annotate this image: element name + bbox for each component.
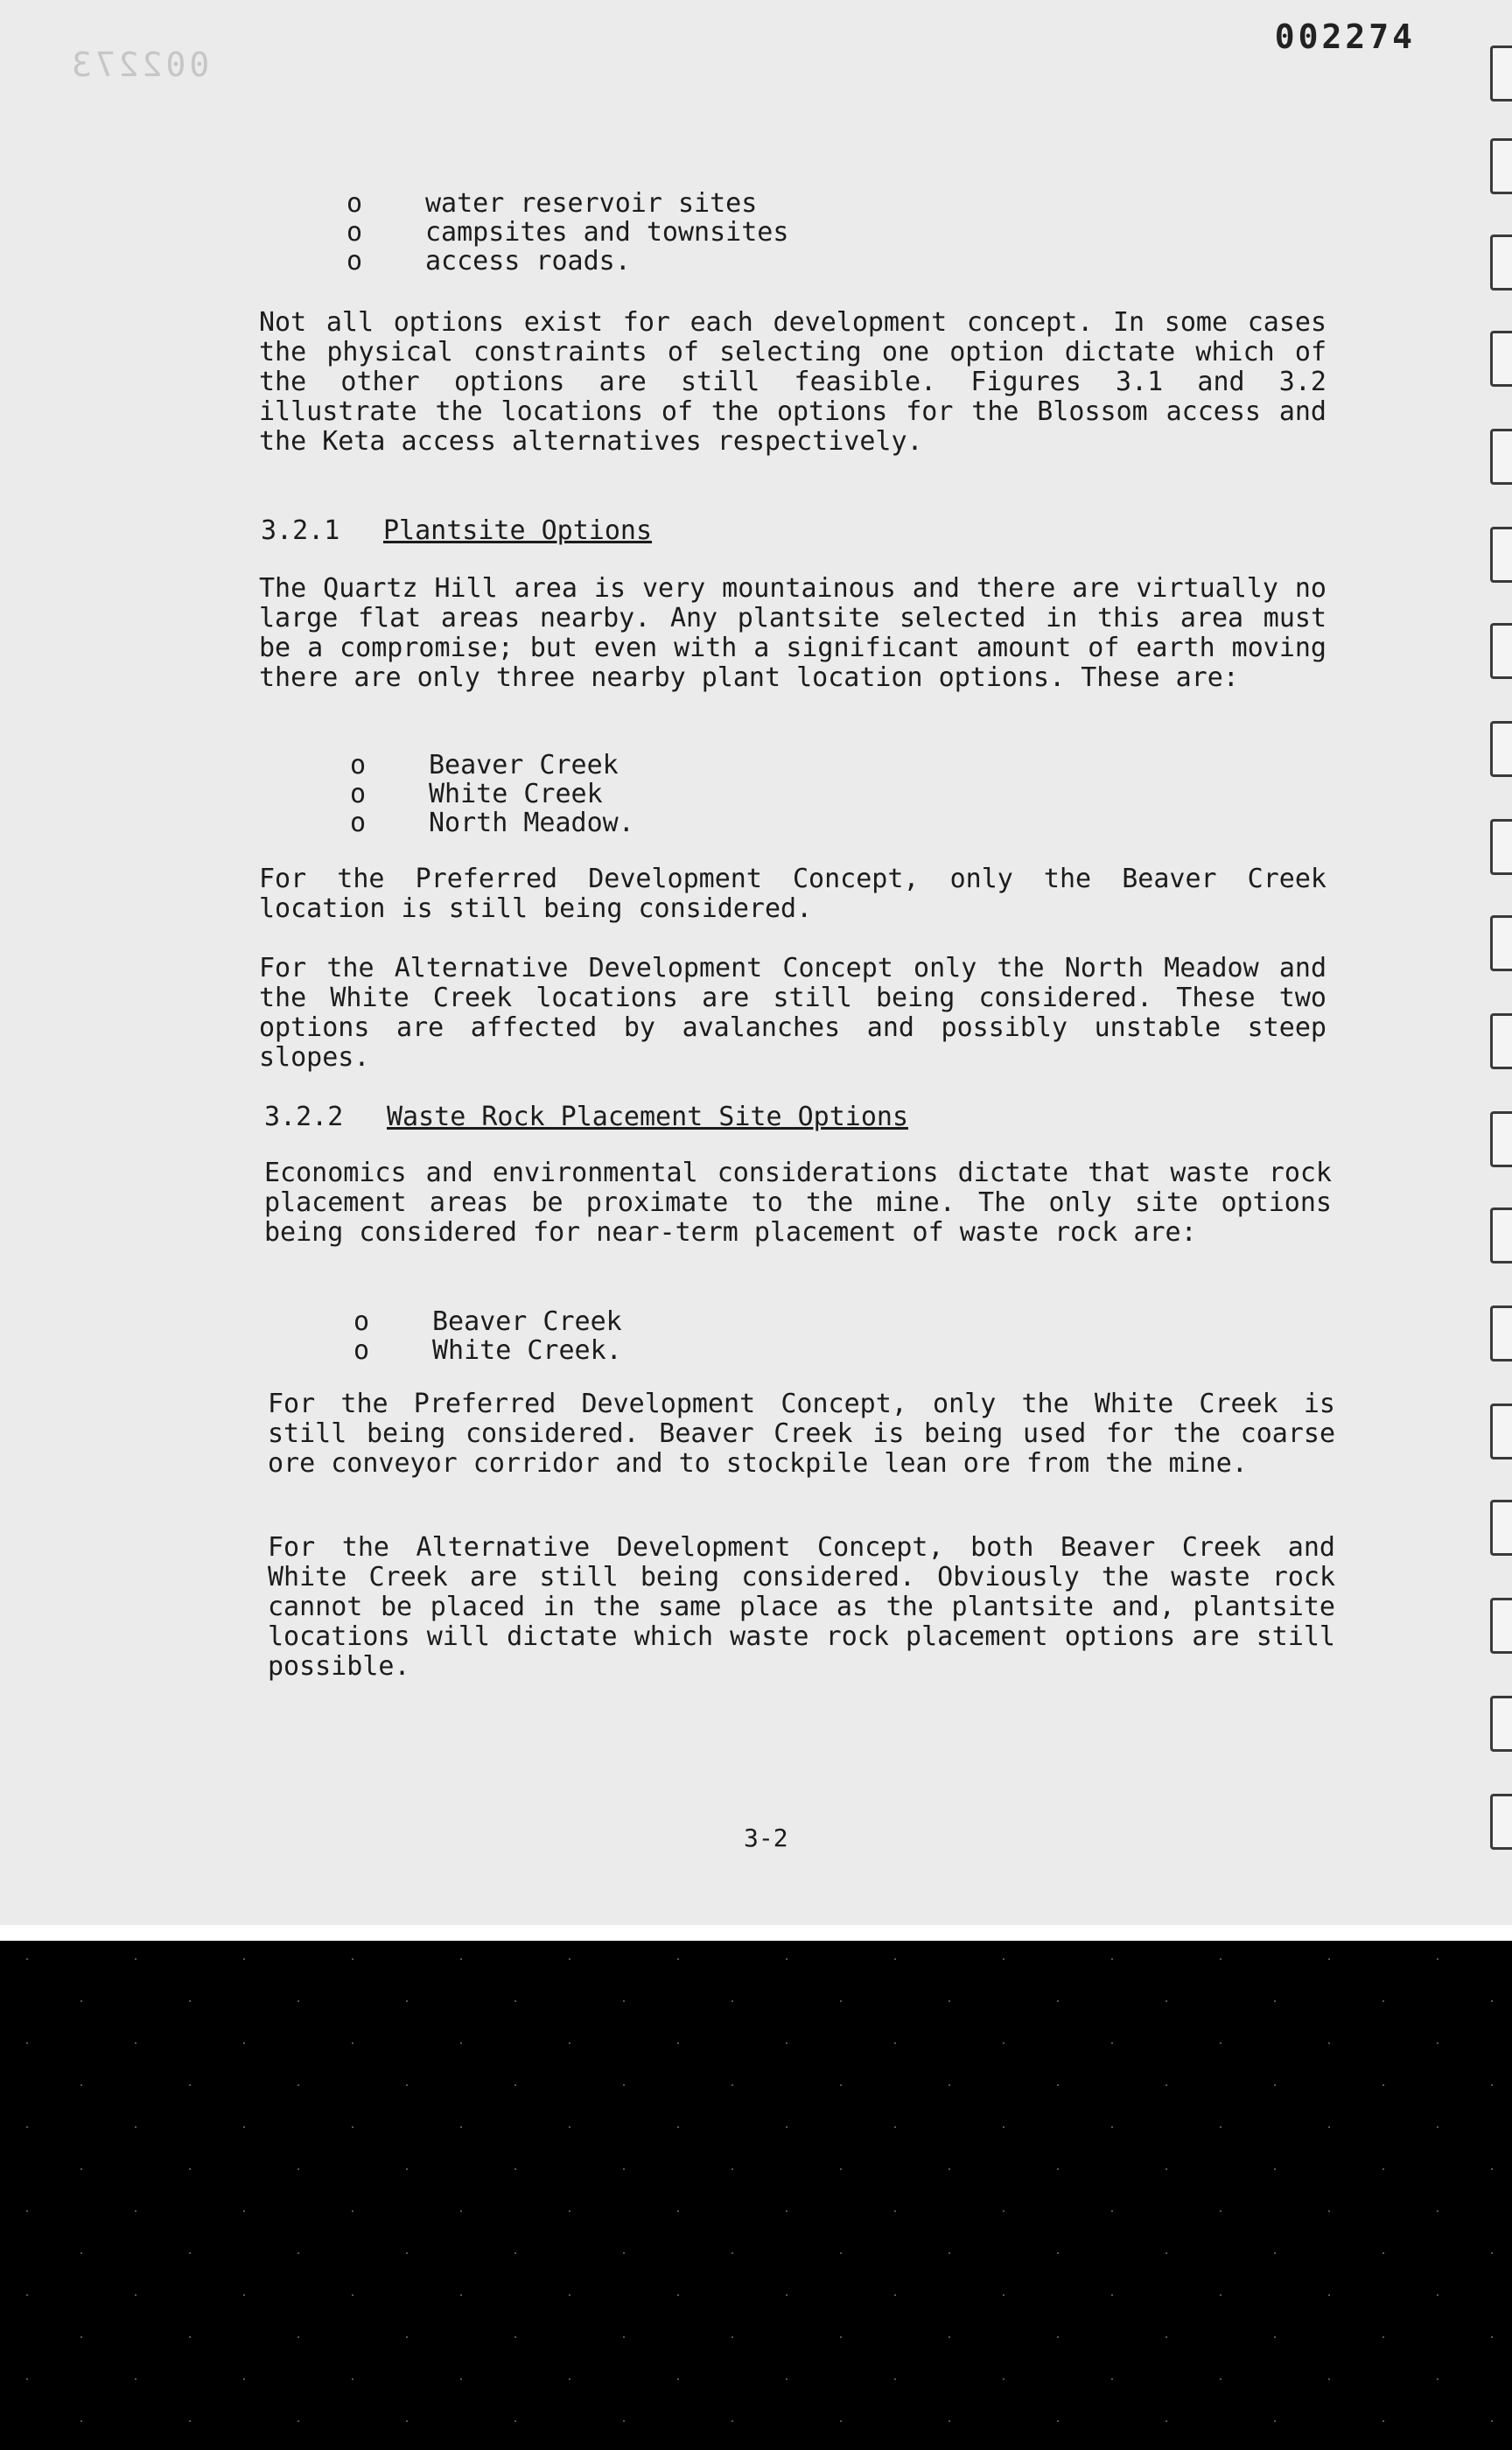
bullet-text: water reservoir sites [425, 188, 758, 219]
background-dot [894, 2378, 896, 2380]
background-dot [514, 2168, 516, 2170]
background-dot [840, 2252, 842, 2254]
background-dot [460, 2126, 462, 2128]
background-dot [1328, 2042, 1330, 2044]
background-dot [623, 2252, 625, 2254]
binder-ring [1490, 331, 1512, 387]
background-dot [352, 1958, 354, 1960]
background-dot [298, 2168, 299, 2170]
page-number: 3-2 [744, 1824, 788, 1852]
background-dot [514, 2336, 516, 2338]
background-dot [1328, 1958, 1330, 1960]
background-dot [80, 2420, 82, 2422]
background-dot [1220, 1958, 1222, 1960]
background-dot [352, 2378, 354, 2380]
background-dot [189, 2336, 191, 2338]
background-dot [732, 2168, 733, 2170]
bullet-text: campsites and townsites [425, 217, 789, 248]
background-dot [1491, 2252, 1493, 2254]
background-dot [677, 2294, 679, 2296]
background-dot [26, 1958, 28, 1960]
background-dot [189, 2420, 191, 2422]
background-dot [1057, 2084, 1059, 2086]
section-number: 3.2.1 [261, 515, 340, 546]
background-dot [406, 2084, 408, 2086]
list-item [346, 189, 788, 218]
binder-ring [1490, 1598, 1512, 1654]
background-dot [1166, 2252, 1167, 2254]
binder-ring [1490, 819, 1512, 875]
list-item [354, 1307, 622, 1336]
background-dot [894, 2294, 896, 2296]
background-dot [26, 2378, 28, 2380]
background-dot [1111, 1958, 1113, 1960]
background-dot [1220, 2210, 1222, 2212]
background-dot [623, 2084, 625, 2086]
background-dot [1437, 2294, 1438, 2296]
background-dot [948, 2336, 950, 2338]
background-dot [298, 2420, 299, 2422]
section-heading-3-2-1 [261, 516, 652, 546]
background-dot [1111, 2294, 1113, 2296]
background-dot [786, 2210, 788, 2212]
background-dot [948, 2000, 950, 2002]
background-dot [406, 2168, 408, 2170]
binder-ring [1490, 1306, 1512, 1362]
background-dot [80, 2336, 82, 2338]
waste-rock-bullet-list [354, 1307, 622, 1365]
background-dot [460, 2294, 462, 2296]
background-dot [352, 2042, 354, 2044]
background-dot [1274, 2084, 1276, 2086]
bullet-mark: o [354, 1335, 370, 1366]
list-item [350, 780, 634, 808]
background-dot [352, 2210, 354, 2212]
waste-rock-paragraph-3: For the Alternative Development Concept, both Beaver Creek and White Creek are still being considered. Obviously the waste rock cannot be placed in the same place as the plantsite and, plantsite locations will dictate which waste rock placement options are still possible. [268, 1532, 1335, 1682]
background-dot [1328, 2210, 1330, 2212]
background-dot [569, 2378, 570, 2380]
background-dot [1437, 2126, 1438, 2128]
background-dot [894, 2126, 896, 2128]
section-heading-3-2-2 [264, 1102, 908, 1132]
binder-ring [1490, 429, 1512, 485]
background-dot [1111, 2126, 1113, 2128]
bullet-text: access roads. [425, 246, 631, 276]
background-dot [1166, 2168, 1167, 2170]
background-dot [1111, 2042, 1113, 2044]
background-dot [1382, 2420, 1384, 2422]
background-dot [1166, 2336, 1167, 2338]
plantsite-bullet-list [350, 751, 634, 837]
background-dot [460, 1958, 462, 1960]
waste-rock-paragraph-1: Economics and environmental considerations dictate that waste rock placement areas be proximate to the mine. The only site options being considered for near-term placement of waste rock are: [264, 1158, 1332, 1248]
binder-ring [1490, 1696, 1512, 1752]
background-dot [623, 2000, 625, 2002]
background-dot [623, 2168, 625, 2170]
background-dot [786, 2294, 788, 2296]
list-item [350, 751, 634, 780]
background-dot [840, 2336, 842, 2338]
background-dot [894, 2042, 896, 2044]
background-dot [1057, 2168, 1059, 2170]
background-dot [569, 1958, 570, 1960]
background-dot [298, 2252, 299, 2254]
binder-ring [1490, 1111, 1512, 1167]
document-number: 002274 [1274, 18, 1416, 56]
background-dot [677, 2210, 679, 2212]
background-dot [1003, 2294, 1004, 2296]
background-dot [840, 2168, 842, 2170]
bullet-text: Beaver Creek [429, 750, 619, 780]
bullet-text: White Creek [429, 779, 603, 809]
background-dot [1382, 2000, 1384, 2002]
binder-ring [1490, 1208, 1512, 1264]
background-dot [514, 2420, 516, 2422]
background-dot [1111, 2378, 1113, 2380]
background-dot [1328, 2294, 1330, 2296]
background-dot [1491, 2000, 1493, 2002]
background-dot [135, 2126, 136, 2128]
background-dot [948, 2084, 950, 2086]
binder-ring [1490, 623, 1512, 679]
background-dot [80, 2000, 82, 2002]
bullet-text: North Meadow. [429, 808, 634, 838]
background-dot [1057, 2336, 1059, 2338]
background-dot [1274, 2252, 1276, 2254]
background-dot [948, 2420, 950, 2422]
background-dot [840, 2000, 842, 2002]
binder-ring [1490, 1404, 1512, 1460]
background-dot [948, 2168, 950, 2170]
background-dot [1003, 2378, 1004, 2380]
background-dot [243, 2294, 245, 2296]
bullet-mark: o [346, 188, 363, 219]
background-dot [569, 2210, 570, 2212]
background-dot [1491, 2336, 1493, 2338]
background-dot [135, 2042, 136, 2044]
background-dot [1328, 2378, 1330, 2380]
background-dot [677, 1958, 679, 1960]
background-dot [460, 2042, 462, 2044]
background-dot [786, 2378, 788, 2380]
background-dot [1220, 2126, 1222, 2128]
background-dot [352, 2294, 354, 2296]
bullet-mark: o [354, 1306, 370, 1337]
background-dot [1003, 2042, 1004, 2044]
background-dot [243, 2210, 245, 2212]
background-dot [732, 2336, 733, 2338]
background-dot [460, 2210, 462, 2212]
section-number: 3.2.2 [264, 1102, 344, 1132]
background-dot [243, 1958, 245, 1960]
background-dot [460, 2378, 462, 2380]
background-dot [732, 2000, 733, 2002]
background-dot [840, 2420, 842, 2422]
background-dot [80, 2252, 82, 2254]
background-dot [189, 2168, 191, 2170]
background-dot [135, 1958, 136, 1960]
intro-paragraph: Not all options exist for each development concept. In some cases the physical constraints of selecting one option dictate which of the other options are still feasible. Figures 3.1 and 3.2 illustrate the locations of the options for the Blossom access and the Keta access alternatives respectively. [259, 307, 1326, 457]
bullet-text: White Creek. [432, 1335, 622, 1366]
background-dot [1220, 2294, 1222, 2296]
background-dot [569, 2126, 570, 2128]
background-dot [514, 2252, 516, 2254]
background-dot [1003, 2126, 1004, 2128]
background-dot [26, 2210, 28, 2212]
background-dot [569, 2294, 570, 2296]
background-dot [1003, 2210, 1004, 2212]
background-dot [189, 2252, 191, 2254]
background-dot [786, 1958, 788, 1960]
list-item [354, 1336, 622, 1365]
section-title: Waste Rock Placement Site Options [387, 1102, 909, 1132]
bullet-mark: o [346, 246, 363, 276]
background-dot [1437, 2210, 1438, 2212]
list-item [346, 247, 788, 276]
background-dot [406, 2336, 408, 2338]
background-dot [840, 2084, 842, 2086]
background-dot [1220, 2378, 1222, 2380]
background-dot [1274, 2168, 1276, 2170]
background-dot [135, 2378, 136, 2380]
list-item [350, 808, 634, 837]
background-dot [1166, 2420, 1167, 2422]
background-dot [243, 2042, 245, 2044]
background-dot [406, 2420, 408, 2422]
section-title: Plantsite Options [383, 515, 653, 546]
intro-bullet-list [346, 189, 788, 276]
background-dot [26, 2294, 28, 2296]
background-dot [1057, 2000, 1059, 2002]
background-dot [1057, 2420, 1059, 2422]
background-dot [1382, 2168, 1384, 2170]
binder-ring [1490, 721, 1512, 777]
background-dot [135, 2210, 136, 2212]
scan-background [0, 1941, 1512, 2450]
background-dot [1491, 2420, 1493, 2422]
background-dot [569, 2042, 570, 2044]
background-dot [1003, 1958, 1004, 1960]
background-dot [80, 2084, 82, 2086]
background-dot [514, 2000, 516, 2002]
background-dot [948, 2252, 950, 2254]
background-dot [1437, 2378, 1438, 2380]
binder-ring [1490, 1794, 1512, 1850]
background-dot [243, 2378, 245, 2380]
bullet-mark: o [350, 750, 367, 780]
background-dot [1437, 2042, 1438, 2044]
background-dot [1382, 2252, 1384, 2254]
background-dot [1166, 2084, 1167, 2086]
waste-rock-paragraph-2: For the Preferred Development Concept, only the White Creek is still being considered. Beaver Creek is being used for the coarse ore conveyor corridor and to stockpile lean ore from the mine. [268, 1389, 1335, 1479]
background-dot [732, 2252, 733, 2254]
plantsite-paragraph-2: For the Preferred Development Concept, only the Beaver Creek location is still being considered. [259, 864, 1326, 924]
background-dot [1111, 2210, 1113, 2212]
background-dot [894, 1958, 896, 1960]
background-dot [406, 2252, 408, 2254]
background-dot [894, 2210, 896, 2212]
background-dot [732, 2084, 733, 2086]
plantsite-paragraph-1: The Quartz Hill area is very mountainous and there are virtually no large flat areas nearby. Any plantsite selected in this area must be a compromise; but even with a significant amount of earth moving there are only three nearby plant location options. These are: [259, 573, 1326, 693]
binder-ring [1490, 138, 1512, 194]
background-dot [786, 2042, 788, 2044]
bullet-mark: o [346, 217, 363, 248]
background-dot [786, 2126, 788, 2128]
background-dot [26, 2126, 28, 2128]
background-dot [135, 2294, 136, 2296]
background-dot [1274, 2000, 1276, 2002]
binder-ring [1490, 234, 1512, 290]
background-dot [189, 2084, 191, 2086]
background-dot [677, 2378, 679, 2380]
background-dot [1220, 2042, 1222, 2044]
background-dot [1382, 2336, 1384, 2338]
background-dot [1437, 1958, 1438, 1960]
plantsite-paragraph-3: For the Alternative Development Concept only the North Meadow and the White Creek locations are still being considered. These two options are affected by avalanches and possibly unstable steep slopes. [259, 953, 1326, 1073]
background-dot [1057, 2252, 1059, 2254]
background-dot [352, 2126, 354, 2128]
background-dot [732, 2420, 733, 2422]
background-dot [1382, 2084, 1384, 2086]
background-dot [243, 2126, 245, 2128]
bullet-mark: o [350, 779, 367, 809]
background-dot [1166, 2000, 1167, 2002]
binder-ring [1490, 1013, 1512, 1069]
binder-ring [1490, 46, 1512, 102]
binder-ring [1490, 915, 1512, 971]
background-dot [1491, 2084, 1493, 2086]
background-dot [1328, 2126, 1330, 2128]
background-dot [623, 2336, 625, 2338]
background-dot [1274, 2336, 1276, 2338]
binder-ring [1490, 527, 1512, 583]
background-dot [677, 2126, 679, 2128]
background-dot [298, 2084, 299, 2086]
ghost-document-number: 002273 [68, 46, 210, 84]
background-dot [298, 2336, 299, 2338]
background-dot [677, 2042, 679, 2044]
background-dot [406, 2000, 408, 2002]
background-dot [80, 2168, 82, 2170]
background-dot [26, 2042, 28, 2044]
binder-ring [1490, 1500, 1512, 1556]
bullet-text: Beaver Creek [432, 1306, 622, 1337]
list-item [346, 218, 788, 247]
background-dot [1274, 2420, 1276, 2422]
background-dot [298, 2000, 299, 2002]
background-dot [1491, 2168, 1493, 2170]
background-dot [623, 2420, 625, 2422]
background-dot [189, 2000, 191, 2002]
bullet-mark: o [350, 808, 367, 838]
background-dot [514, 2084, 516, 2086]
